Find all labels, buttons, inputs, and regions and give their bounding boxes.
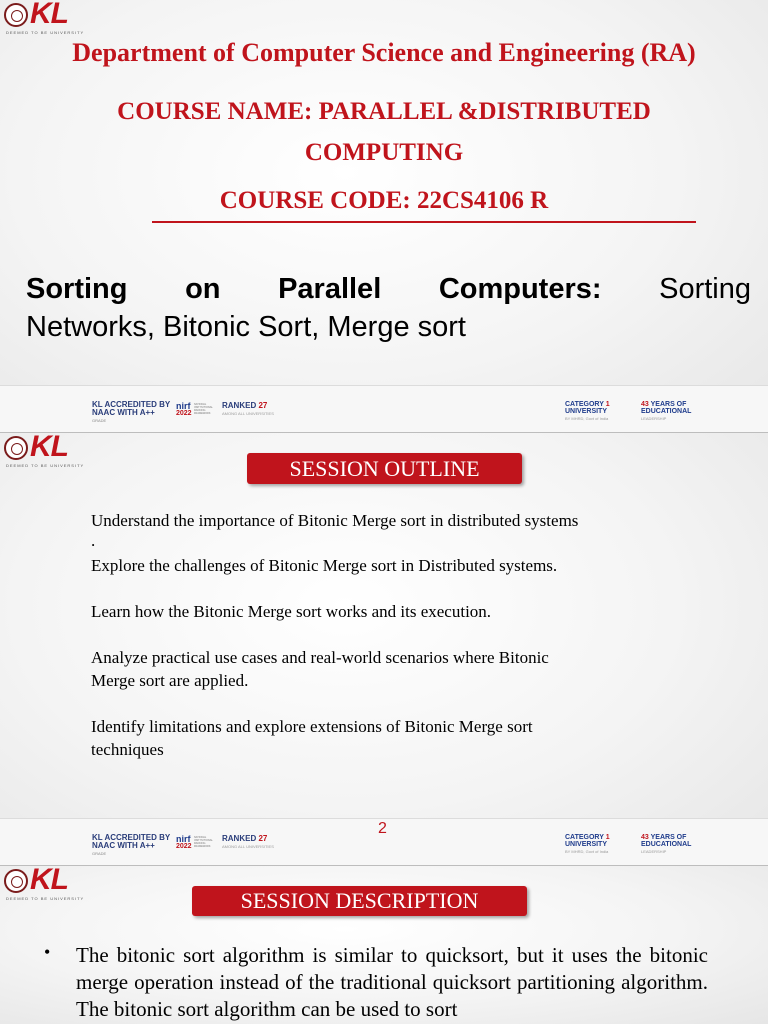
category-sub: BY MHRD, Govt of India	[565, 416, 609, 421]
outline-item: Explore the challenges of Bitonic Merge sort in Distributed systems.	[91, 556, 558, 575]
nirf-logo	[176, 402, 192, 418]
category-text: CATEGORY	[565, 401, 604, 408]
ranked-text: RANKED	[222, 834, 257, 843]
years-line2: EDUCATIONAL	[641, 408, 692, 415]
logo-text: KL	[30, 866, 68, 896]
page-number: 2	[378, 820, 387, 837]
years-line1: YEARS OF	[650, 834, 687, 841]
outline-item: techniques	[91, 740, 164, 759]
category-badge	[565, 834, 610, 855]
department-title: Department of Computer Science and Engineering (RA)	[72, 38, 696, 67]
nirf-year: 2022	[176, 843, 192, 850]
accreditation-footer	[0, 818, 768, 865]
course-name-line2: COMPUTING	[304, 139, 464, 166]
topic-word: Computers:	[438, 273, 602, 305]
accreditation-footer	[0, 385, 768, 432]
category-badge	[565, 401, 610, 422]
ranked-sub: AMONG ALL UNIVERSITIES	[222, 844, 274, 849]
grade-text: GRADE	[92, 418, 107, 423]
ranked-sub: AMONG ALL UNIVERSITIES	[222, 411, 274, 416]
topic-word: Sorting	[659, 273, 751, 305]
rank-number: 27	[258, 401, 268, 410]
description-text: The bitonic sort algorithm is similar to quicksort, but it uses the bitonic merge operation instead of the traditional quicksort partitioning algorithm. The bitonic sort algorithm can be used to sort	[76, 943, 708, 1021]
outline-item: Merge sort are applied.	[91, 671, 249, 690]
topic-word: on	[185, 273, 221, 305]
years-sub: LEADERSHIP	[641, 416, 667, 421]
nirf-text: nirf	[176, 834, 191, 844]
course-name-line1: COURSE NAME: PARALLEL &DISTRIBUTED	[117, 98, 651, 125]
naac-text: NAAC WITH A++	[92, 408, 155, 417]
outline-item: Analyze practical use cases and real-world scenarios where Bitonic	[91, 648, 549, 667]
category-number: 1	[605, 834, 610, 841]
years-sub: LEADERSHIP	[641, 849, 667, 854]
course-code: COURSE CODE: 22CS4106 R	[219, 187, 549, 214]
outline-item: Learn how the Bitonic Merge sort works and its execution.	[91, 602, 492, 621]
logo-subtext: DEEMED TO BE UNIVERSITY	[6, 30, 85, 35]
nirf-logo	[176, 835, 192, 851]
title-divider	[152, 221, 696, 223]
years-number: 43	[641, 834, 649, 841]
logo-subtext: DEEMED TO BE UNIVERSITY	[6, 463, 85, 468]
category-number: 1	[605, 401, 610, 408]
logo-subtext: DEEMED TO BE UNIVERSITY	[6, 896, 85, 901]
session-outline-slide	[0, 433, 768, 865]
category-sub: BY MHRD, Govt of India	[565, 849, 609, 854]
nirf-year: 2022	[176, 410, 192, 417]
accredited-text: KL ACCREDITED BY	[92, 400, 171, 409]
session-outline-heading: SESSION OUTLINE	[247, 453, 522, 484]
nirf-small-text: NATIONAL INSTITUTIONAL RANKING FRAMEWORK	[194, 836, 213, 848]
category-text: CATEGORY	[565, 834, 604, 841]
ranked-text: RANKED	[222, 401, 257, 410]
bullet-icon: •	[44, 942, 51, 962]
topic-word: Parallel	[278, 273, 382, 305]
years-badge	[641, 834, 691, 855]
outline-item: Understand the importance of Bitonic Merge sort in distributed systems	[91, 511, 579, 530]
session-topic	[26, 270, 751, 346]
topic-line2: Networks, Bitonic Sort, Merge sort	[26, 311, 466, 343]
logo-text: KL	[30, 433, 68, 463]
years-badge	[641, 401, 691, 422]
kl-university-logo	[4, 866, 85, 905]
naac-text: NAAC WITH A++	[92, 841, 155, 850]
outline-item: .	[91, 531, 96, 550]
naac-accreditation	[92, 834, 170, 858]
years-line1: YEARS OF	[650, 401, 687, 408]
accredited-text: KL ACCREDITED BY	[92, 833, 171, 842]
session-description-heading: SESSION DESCRIPTION	[192, 886, 527, 916]
ranking-badge	[222, 402, 274, 418]
ranking-badge	[222, 835, 274, 851]
university-seal-icon	[4, 869, 28, 893]
logo-text: KL	[30, 0, 68, 30]
outline-item: Identify limitations and explore extensions of Bitonic Merge sort	[91, 717, 533, 736]
nirf-text: nirf	[176, 401, 191, 411]
kl-university-logo	[4, 433, 85, 472]
title-slide	[0, 0, 768, 432]
years-line2: EDUCATIONAL	[641, 841, 692, 848]
category-line2: UNIVERSITY	[565, 408, 608, 415]
kl-university-logo	[4, 0, 85, 39]
years-number: 43	[641, 401, 649, 408]
university-seal-icon	[4, 436, 28, 460]
topic-word: Sorting	[26, 273, 128, 305]
naac-accreditation	[92, 401, 170, 425]
grade-text: GRADE	[92, 851, 107, 856]
category-line2: UNIVERSITY	[565, 841, 608, 848]
rank-number: 27	[258, 834, 268, 843]
university-seal-icon	[4, 3, 28, 27]
nirf-small-text: NATIONAL INSTITUTIONAL RANKING FRAMEWORK	[194, 403, 213, 415]
session-description-slide	[0, 866, 768, 1024]
